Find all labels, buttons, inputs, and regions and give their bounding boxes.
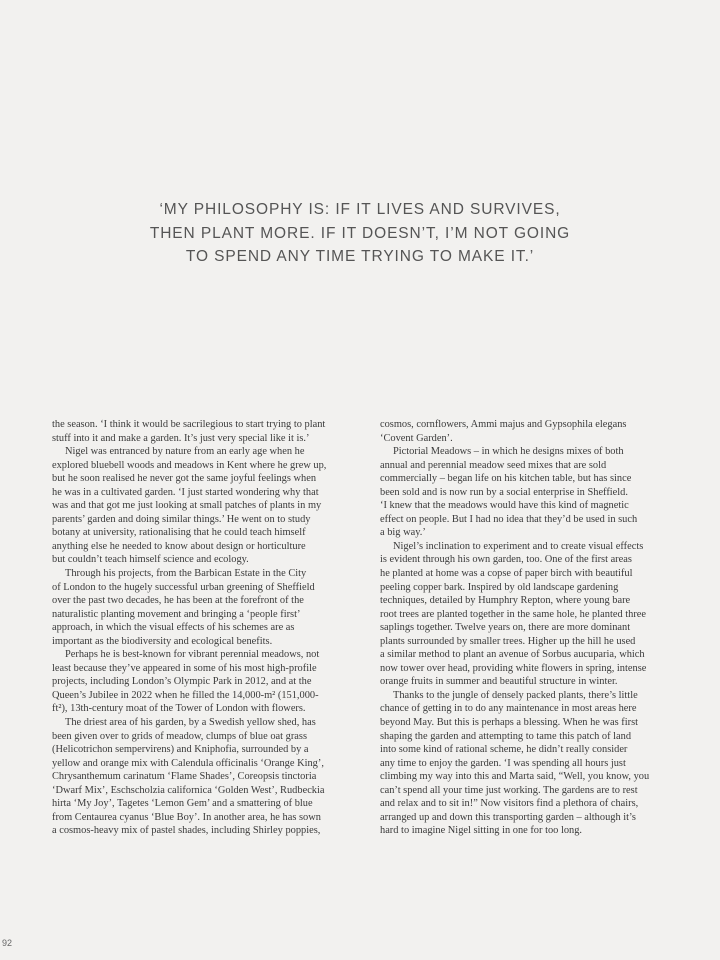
article-line: can’t spend all your time just working. The gardens are to rest [380, 784, 638, 796]
article-line: but couldn’t teach himself science and ecology. [52, 554, 249, 566]
article-line: hard to imagine Nigel sitting in one for too long. [380, 825, 583, 837]
article-line: cosmos, cornflowers, Ammi majus and Gypsophila elegans [380, 419, 627, 430]
article-line: (Helicotrichon sempervirens) and Kniphofia, surrounded by a [52, 744, 309, 756]
article-line: stuff into it and make a garden. It’s just very special like it is.’ [52, 432, 310, 444]
article-line: Through his projects, from the Barbican Estate in the City [65, 568, 307, 580]
article-line: commercially – began life on his kitchen table, but has since [380, 473, 632, 485]
article-line: a cosmos-heavy mix of pastel shades, including Shirley poppies, [52, 825, 321, 837]
page-number: 92 [2, 938, 13, 948]
pull-quote-line: TO SPEND ANY TIME TRYING TO MAKE IT.’ [185, 248, 535, 265]
article-line: Perhaps he is best-known for vibrant perennial meadows, not [65, 649, 320, 661]
article-line: ‘I knew that the meadows would have this kind of magnetic [380, 500, 629, 512]
article-line: approach, in which the visual effects of his schemes are as [52, 622, 295, 634]
article-line: saplings together. Twelve years on, there are more dominant [380, 622, 631, 634]
article-line: he planted at home was a copse of paper birch with beautiful [380, 568, 633, 580]
article-column-left [52, 418, 354, 838]
article-line: yellow and orange mix with Calendula officinalis ‘Orange King’, [52, 757, 324, 769]
article-line: into some kind of rational scheme, he didn’t really consider [380, 744, 628, 756]
article-line: ft²), 13th-century moat of the Tower of London with flowers. [52, 703, 306, 715]
pull-quote [110, 198, 610, 269]
article-line: Chrysanthemum carinatum ‘Flame Shades’, Coreopsis tinctoria [52, 771, 317, 783]
pull-quote-line: ‘MY PHILOSOPHY IS: IF IT LIVES AND SURVIVES, [159, 201, 561, 218]
article-line: explored bluebell woods and meadows in Kent where he grew up, [52, 459, 327, 471]
article-line: arranged up and down this transporting garden – although it’s [380, 811, 636, 823]
article-line: climbing my way into this and Marta said, “Well, you know, you [380, 771, 650, 783]
article-line: now tower over head, providing white flowers in spring, intense [380, 662, 647, 674]
article-line: but he soon realised he never got the same joyful feelings when [52, 473, 317, 485]
article-line: and relax and to sit in!” Now visitors find a plethora of chairs, [380, 798, 639, 810]
article-line: parents’ garden and doing similar things.’ He went on to study [52, 513, 311, 525]
article-line: the season. ‘I think it would be sacrilegious to start trying to plant [52, 419, 326, 430]
article-line: important as the biodiversity and ecological benefits. [52, 635, 273, 647]
article-line: annual and perennial meadow seed mixes that are sold [380, 459, 607, 471]
article-line: a similar method to plant an avenue of Sorbus aucuparia, which [380, 649, 645, 661]
article-line: Nigel’s inclination to experiment and to create visual effects [393, 540, 644, 552]
article-line: peeling copper bark. Inspired by old landscape gardening [380, 581, 619, 593]
article-line: techniques, detailed by Humphry Repton, where young bare [380, 595, 631, 607]
article-line: The driest area of his garden, by a Swedish yellow shed, has [65, 717, 316, 729]
article-line: botany at university, rationalising that he could teach himself [52, 527, 306, 539]
article-line: anything else he needed to know about design or horticulture [52, 540, 306, 552]
article-line: ‘Dwarf Mix’, Eschscholzia californica ‘Golden West’, Rudbeckia [52, 784, 325, 796]
article-line: ‘Covent Garden’. [380, 432, 453, 444]
article-line: plants surrounded by smaller trees. Higher up the hill he used [380, 635, 636, 647]
article-line: Queen’s Jubilee in 2022 when he filled the 14,000-m² (151,000- [52, 689, 319, 701]
article-line: Pictorial Meadows – in which he designs mixes of both [393, 446, 624, 458]
article-line: a big way.’ [380, 527, 426, 539]
article-line: projects, including London’s Olympic Park in 2012, and at the [52, 676, 312, 688]
article-line: over the past two decades, he has been at the forefront of the [52, 595, 304, 607]
article-line: shaping the garden and attempting to tame this patch of land [380, 730, 632, 742]
article-line: hirta ‘My Joy’, Tagetes ‘Lemon Gem’ and a smattering of blue [52, 798, 313, 810]
article-line: he was in a cultivated garden. ‘I just started wondering why that [52, 486, 319, 498]
article-line: any time to enjoy the garden. ‘I was spending all hours just [380, 757, 626, 769]
article-line: Nigel was entranced by nature from an early age when he [65, 446, 305, 458]
article-line: least because they’ve appeared in some of his most high-profile [52, 662, 317, 674]
article-line: is evident through his own garden, too. One of the first areas [380, 554, 632, 566]
article-line: from Centaurea cyanus ‘Blue Boy’. In another area, he has sown [52, 811, 321, 823]
article-line: orange fruits in summer and beautiful structure in winter. [380, 676, 618, 688]
article-line: beyond May. But this is perhaps a blessing. When he was first [380, 717, 638, 729]
article-line: of London to the hugely successful urban greening of Sheffield [52, 581, 315, 593]
article-line: root trees are planted together in the same hole, he planted three [380, 608, 647, 620]
article-line: chance of getting in to do any maintenance in most areas here [380, 703, 637, 715]
article-column-right [380, 418, 680, 838]
article-line: Thanks to the jungle of densely packed plants, there’s little [393, 689, 638, 701]
article-line: effect on people. But I had no idea that they’d be used in such [380, 513, 638, 525]
article-line: was and that got me just looking at small patches of plants in my [52, 500, 322, 512]
article-line: been sold and is now run by a social enterprise in Sheffield. [380, 486, 628, 498]
article-line: naturalistic planting movement and bringing a ‘people first’ [52, 608, 301, 620]
pull-quote-line: THEN PLANT MORE. IF IT DOESN’T, I’M NOT GOING [149, 224, 571, 242]
article-line: been given over to grids of meadow, clumps of blue oat grass [52, 730, 307, 742]
